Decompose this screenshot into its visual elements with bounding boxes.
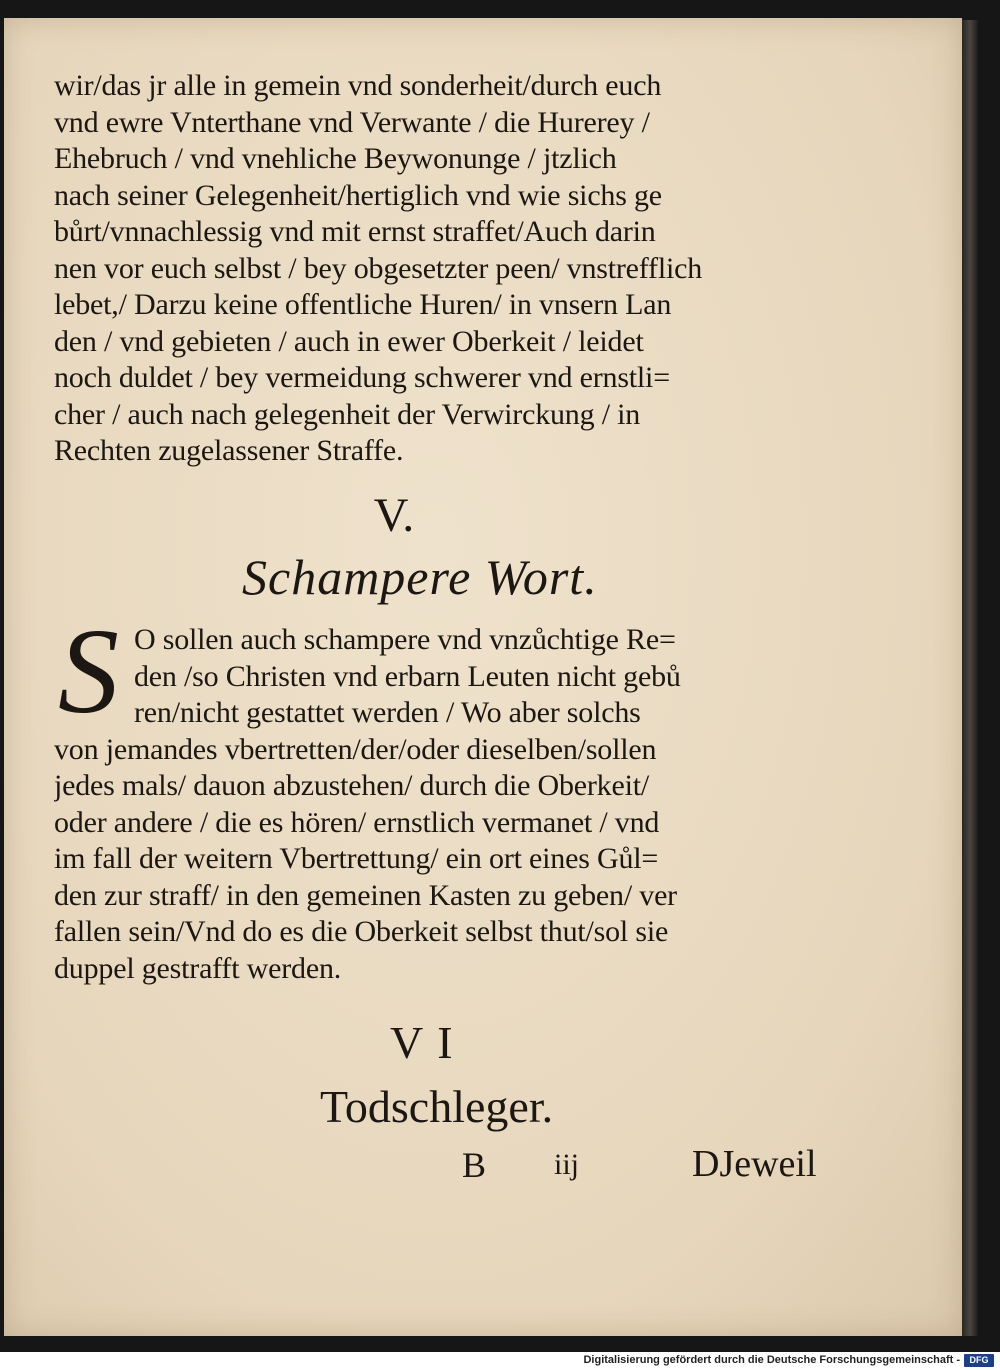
text-line: den zur straff/ in den gemeinen Kasten zu geben/ ver xyxy=(54,878,677,912)
section-number: V. xyxy=(373,489,415,542)
book-page xyxy=(4,18,962,1336)
paragraph-block xyxy=(54,622,834,987)
text-line: duppel gestrafft werden. xyxy=(54,951,342,985)
drop-cap-initial: S xyxy=(58,604,119,739)
text-line: Rechten zugelassener Straffe. xyxy=(54,434,404,467)
text-line: lebet,/ Darzu keine offentliche Huren/ in vnsern Lan xyxy=(54,288,672,321)
dfg-logo-icon: DFG xyxy=(964,1354,994,1367)
folio-number: iij xyxy=(554,1148,580,1181)
section-title: Todschleger. xyxy=(320,1081,554,1132)
text-line: noch duldet / bey vermeidung schwerer vnd ernstli= xyxy=(54,361,670,394)
catchword: DJeweil xyxy=(692,1143,817,1185)
paragraph-block xyxy=(54,68,834,470)
text-line: vnd ewre Vnterthane vnd Verwante / die Hurerey / xyxy=(54,105,650,139)
text-line: bůrt/vnnachlessig vnd mit ernst straffet/Auch darin xyxy=(54,215,656,248)
text-line: oder andere / die es hören/ ernstlich vermanet / vnd xyxy=(54,805,660,839)
text-line: im fall der weitern Vbertrettung/ ein ort eines Gůl= xyxy=(54,842,659,875)
text-line: wir/das jr alle in gemein vnd sonderheit/durch euch xyxy=(54,69,662,102)
funding-credit: Digitalisierung gefördert durch die Deutsche Forschungsgemeinschaft - xyxy=(583,1354,960,1366)
text-line: ren/nicht gestattet werden / Wo aber solchs xyxy=(134,696,641,729)
signature-mark: B xyxy=(462,1145,487,1185)
text-line: O sollen auch schampere vnd vnzůchtige Re= xyxy=(134,623,676,656)
text-line: cher / auch nach gelegenheit der Verwirckung / in xyxy=(54,397,641,431)
book-edge xyxy=(962,20,978,1336)
section-title: Schampere Wort. xyxy=(242,549,598,605)
text-line: Ehebruch / vnd vnehliche Beywonunge / jtzlich xyxy=(54,142,617,175)
text-line: fallen sein/Vnd do es die Oberkeit selbst thut/sol sie xyxy=(54,915,669,948)
text-line: nach seiner Gelegenheit/hertiglich vnd wie sichs ge xyxy=(54,178,662,212)
text-line: von jemandes vbertretten/der/oder dieselben/sollen xyxy=(54,732,657,766)
section-number: VI xyxy=(390,1017,467,1068)
text-line: den / vnd gebieten / auch in ewer Oberkeit / leidet xyxy=(54,324,644,358)
text-line: jedes mals/ dauon abzustehen/ durch die Oberkeit/ xyxy=(54,769,650,802)
text-line: den /so Christen vnd erbarn Leuten nicht gebů xyxy=(134,659,681,693)
text-line: nen vor euch selbst / bey obgesetzter peen/ vnstrefflich xyxy=(54,251,703,285)
